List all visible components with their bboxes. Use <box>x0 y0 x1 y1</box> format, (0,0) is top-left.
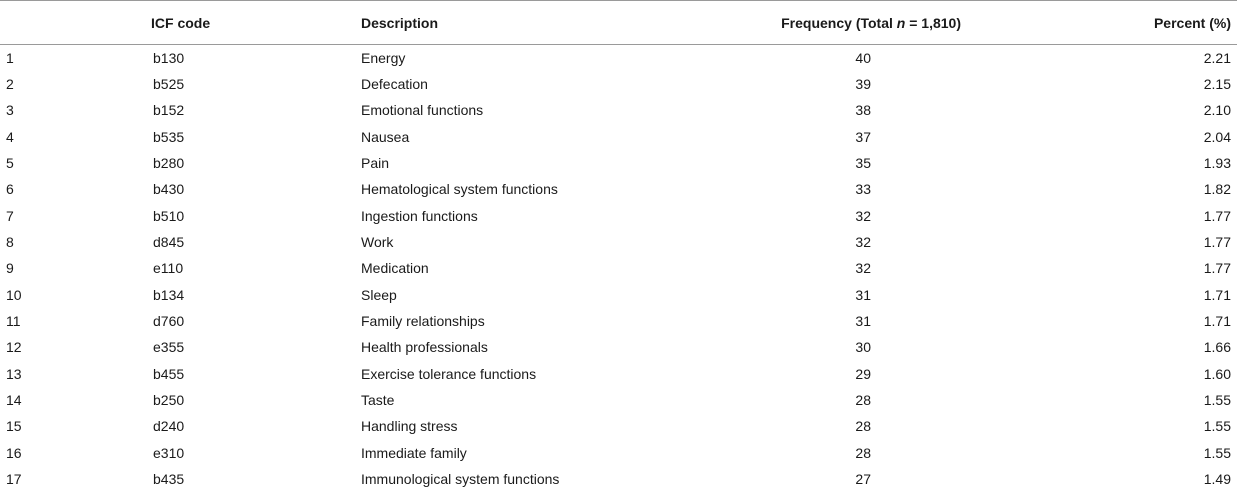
cell-index: 13 <box>6 365 22 382</box>
cell-description: Nausea <box>361 128 410 145</box>
cell-description: Health professionals <box>361 339 488 356</box>
cell-percent: 2.04 <box>1203 128 1231 145</box>
cell-percent: 1.77 <box>1203 234 1231 251</box>
cell-frequency: 31 <box>855 313 871 330</box>
cell-frequency: 29 <box>855 365 871 382</box>
cell-icf-code: b152 <box>153 102 185 119</box>
table-row <box>0 124 1237 150</box>
cell-index: 6 <box>6 181 14 198</box>
cell-percent: 1.49 <box>1203 471 1231 488</box>
table-row <box>0 45 1237 71</box>
header-index <box>0 1 151 45</box>
table-row <box>0 466 1237 492</box>
cell-icf-code: e355 <box>153 339 185 356</box>
cell-frequency: 31 <box>855 286 871 303</box>
header-frequency-suffix: = 1,810) <box>905 14 961 31</box>
cell-description: Energy <box>361 49 406 66</box>
header-icf-code: ICF code <box>151 1 361 45</box>
cell-percent: 1.93 <box>1203 155 1231 172</box>
cell-description: Work <box>361 234 394 251</box>
cell-description: Ingestion functions <box>361 207 478 224</box>
cell-description: Hematological system functions <box>361 181 558 198</box>
cell-percent: 1.60 <box>1203 365 1231 382</box>
cell-description: Pain <box>361 155 390 172</box>
table-row <box>0 413 1237 439</box>
cell-description: Immediate family <box>361 444 467 461</box>
table-row <box>0 387 1237 413</box>
table-row <box>0 255 1237 281</box>
cell-percent: 2.10 <box>1203 102 1231 119</box>
cell-description: Emotional functions <box>361 102 484 119</box>
cell-index: 15 <box>6 418 22 435</box>
cell-frequency: 32 <box>855 260 871 277</box>
header-percent: Percent (%) <box>1041 1 1237 45</box>
cell-frequency: 30 <box>855 339 871 356</box>
cell-index: 5 <box>6 155 14 172</box>
cell-index: 1 <box>6 49 14 66</box>
cell-icf-code: e310 <box>153 444 185 461</box>
table-row <box>0 176 1237 202</box>
cell-description: Immunological system functions <box>361 471 560 488</box>
cell-percent: 2.21 <box>1203 49 1231 66</box>
table-row <box>0 440 1237 466</box>
cell-percent: 1.55 <box>1203 392 1231 409</box>
header-frequency-prefix: Frequency (Total <box>781 14 897 31</box>
cell-index: 8 <box>6 234 14 251</box>
header-row <box>0 1 1237 45</box>
cell-percent: 1.71 <box>1203 286 1231 303</box>
header-description: Description <box>361 1 661 45</box>
cell-icf-code: b280 <box>153 155 185 172</box>
header-frequency-n: n <box>896 14 906 31</box>
table-row <box>0 97 1237 123</box>
cell-icf-code: d760 <box>153 313 185 330</box>
table-row <box>0 229 1237 255</box>
cell-icf-code: b430 <box>153 181 185 198</box>
table-body <box>0 45 1237 493</box>
cell-frequency: 28 <box>855 418 871 435</box>
cell-frequency: 39 <box>855 76 871 93</box>
cell-description: Medication <box>361 260 429 277</box>
cell-description: Taste <box>361 392 395 409</box>
cell-frequency: 33 <box>855 181 871 198</box>
cell-description: Sleep <box>361 286 397 303</box>
table-row <box>0 308 1237 334</box>
cell-index: 10 <box>6 286 22 303</box>
cell-percent: 1.55 <box>1203 418 1231 435</box>
cell-index: 4 <box>6 128 14 145</box>
table-row <box>0 203 1237 229</box>
table-row <box>0 361 1237 387</box>
cell-frequency: 37 <box>855 128 871 145</box>
cell-frequency: 40 <box>855 49 871 66</box>
cell-index: 11 <box>6 313 21 330</box>
table-row <box>0 334 1237 360</box>
cell-description: Handling stress <box>361 418 458 435</box>
cell-icf-code: b535 <box>153 128 185 145</box>
cell-index: 3 <box>6 102 14 119</box>
cell-index: 7 <box>6 207 14 224</box>
table-row <box>0 150 1237 176</box>
cell-frequency: 38 <box>855 102 871 119</box>
cell-index: 12 <box>6 339 22 356</box>
cell-percent: 1.71 <box>1203 313 1231 330</box>
cell-percent: 1.77 <box>1203 207 1231 224</box>
cell-frequency: 28 <box>855 392 871 409</box>
cell-index: 9 <box>6 260 14 277</box>
cell-frequency: 28 <box>855 444 871 461</box>
cell-icf-code: b250 <box>153 392 185 409</box>
cell-description: Defecation <box>361 76 428 93</box>
cell-icf-code: b130 <box>153 49 185 66</box>
cell-percent: 1.66 <box>1203 339 1231 356</box>
cell-percent: 1.77 <box>1203 260 1231 277</box>
cell-icf-code: b455 <box>153 365 185 382</box>
cell-description: Exercise tolerance functions <box>361 365 537 382</box>
cell-frequency: 32 <box>855 207 871 224</box>
cell-description: Family relationships <box>361 313 485 330</box>
cell-percent: 1.55 <box>1203 444 1231 461</box>
cell-index: 14 <box>6 392 22 409</box>
cell-percent: 2.15 <box>1203 76 1231 93</box>
cell-icf-code: d845 <box>153 234 185 251</box>
cell-icf-code: e110 <box>153 260 184 277</box>
cell-frequency: 27 <box>855 471 871 488</box>
cell-icf-code: b134 <box>153 286 185 303</box>
cell-icf-code: d240 <box>153 418 185 435</box>
table-row <box>0 71 1237 97</box>
cell-index: 2 <box>6 76 14 93</box>
table-header <box>0 1 1237 45</box>
cell-percent: 1.82 <box>1203 181 1231 198</box>
cell-index: 17 <box>6 471 22 488</box>
cell-index: 16 <box>6 444 22 461</box>
header-frequency <box>661 1 1041 45</box>
cell-frequency: 32 <box>855 234 871 251</box>
table-row <box>0 282 1237 308</box>
cell-icf-code: b510 <box>153 207 185 224</box>
cell-frequency: 35 <box>855 155 871 172</box>
cell-icf-code: b435 <box>153 471 185 488</box>
cell-icf-code: b525 <box>153 76 185 93</box>
